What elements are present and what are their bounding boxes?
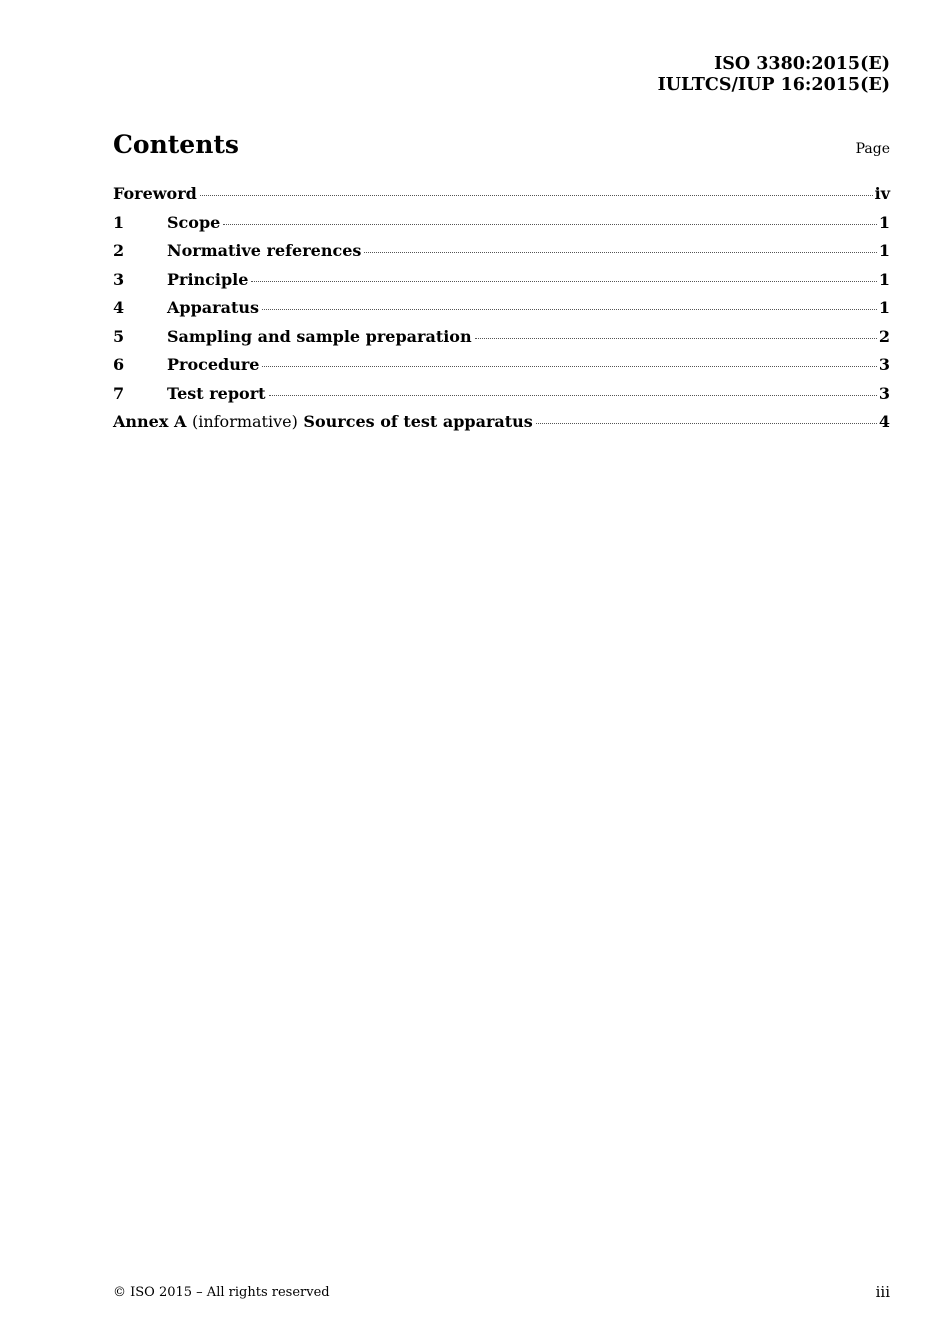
toc-leader-dots [364, 252, 876, 253]
toc-entry-title: Apparatus [167, 298, 259, 317]
contents-title: Contents [113, 130, 240, 159]
toc-entry-number: 1 [113, 212, 125, 232]
toc-entry-page: 1 [878, 269, 890, 289]
toc-entry-page: iv [874, 184, 890, 203]
document-header [658, 54, 890, 96]
header-standard-number: ISO 3380:2015(E) [714, 54, 890, 74]
toc-entry-procedure[interactable] [113, 355, 890, 384]
toc-entry-number: 6 [113, 355, 125, 374]
page-number: iii [875, 1283, 890, 1301]
toc-entry-title: Normative references [167, 241, 362, 260]
toc-entry-title: Foreword [113, 184, 197, 203]
toc-leader-dots [223, 224, 877, 225]
toc-entry-annex-a[interactable] [113, 412, 890, 441]
toc-entry-page: 1 [878, 241, 890, 260]
toc-entry-scope[interactable] [113, 213, 890, 242]
toc-entry-title: Sampling and sample preparation [167, 326, 472, 346]
toc-entry-title: Principle [167, 269, 249, 289]
copyright-notice: © ISO 2015 – All rights reserved [113, 1285, 330, 1300]
toc-entry-page: 1 [878, 212, 890, 232]
toc-entry-page: 2 [878, 326, 890, 346]
toc-entry-title: Procedure [167, 355, 260, 374]
toc-leader-dots [200, 195, 873, 196]
toc-leader-dots [269, 395, 877, 396]
toc-leader-dots [475, 338, 877, 339]
toc-entry-normative-references[interactable] [113, 241, 890, 270]
toc-entry-test-report[interactable] [113, 384, 890, 413]
toc-entry-number: 7 [113, 383, 125, 403]
toc-entry-title: Scope [167, 212, 221, 232]
toc-entry-number: 5 [113, 326, 125, 346]
toc-entry-foreword[interactable] [113, 184, 890, 213]
toc-entry-number: 2 [113, 241, 125, 260]
toc-entry-number: 4 [113, 298, 125, 317]
toc-entry-principle[interactable] [113, 270, 890, 299]
toc-entry-apparatus[interactable] [113, 298, 890, 327]
toc-annex-heading [113, 412, 533, 431]
toc-entry-sampling[interactable] [113, 327, 890, 356]
toc-entry-number: 3 [113, 269, 125, 289]
toc-leader-dots [262, 309, 877, 310]
toc-annex-title: Sources of test apparatus [303, 412, 533, 431]
header-iultcs-number: IULTCS/IUP 16:2015(E) [657, 75, 890, 95]
toc-entry-page: 3 [878, 383, 890, 403]
toc-annex-type: (informative) [191, 412, 298, 431]
toc-annex-label: Annex A [113, 412, 187, 431]
toc-entry-page: 4 [878, 412, 890, 431]
toc-leader-dots [536, 423, 877, 424]
page-column-label: Page [855, 141, 890, 157]
toc-leader-dots [262, 366, 876, 367]
toc-entry-title: Test report [167, 383, 266, 403]
toc-entry-page: 3 [878, 355, 890, 374]
table-of-contents [113, 184, 890, 441]
toc-leader-dots [251, 281, 876, 282]
toc-entry-page: 1 [878, 298, 890, 317]
